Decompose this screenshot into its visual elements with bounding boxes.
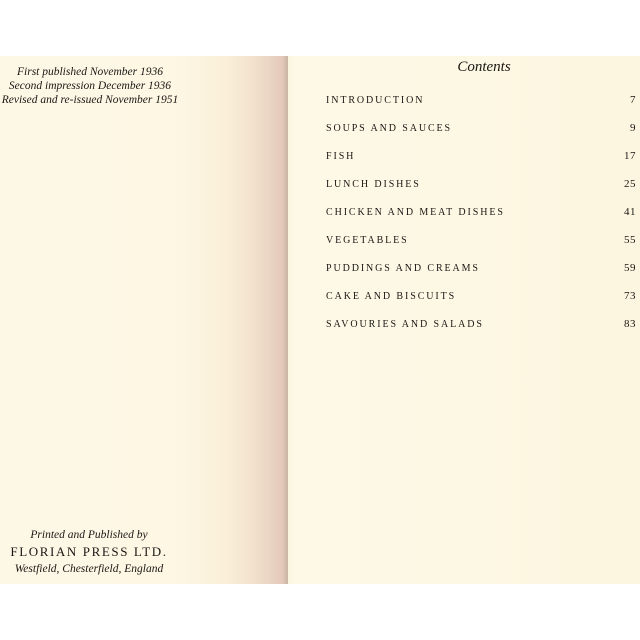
toc-entry [326,178,636,206]
toc-entry-page: 17 [624,150,636,162]
right-page [288,56,640,584]
toc-entry-label: SAVOURIES AND SALADS [326,319,484,330]
toc-entry [326,234,636,262]
toc-entry [326,150,636,178]
toc-entry-label: LUNCH DISHES [326,179,421,190]
toc-entry-page: 59 [624,262,636,274]
publisher-address: Westfield, Chesterfield, England [14,563,164,575]
toc-entry [326,94,636,122]
toc-entry-page: 55 [624,234,636,246]
toc-entry [326,318,636,346]
toc-entry [326,262,636,290]
toc-entry-page: 9 [630,122,636,134]
toc-entry [326,290,636,318]
imprint-history [0,65,180,107]
contents-title: Contents [457,59,511,75]
toc-entry-label: CAKE AND BISCUITS [326,291,457,302]
toc-entry-label: SOUPS AND SAUCES [326,123,452,134]
left-page [0,56,288,584]
table-of-contents [326,94,636,346]
toc-entry-page: 7 [630,94,636,106]
printed-by-line: Printed and Published by [30,529,148,541]
toc-entry-page: 73 [624,290,636,302]
toc-entry-label: INTRODUCTION [326,95,425,106]
toc-entry-label: CHICKEN AND MEAT DISHES [326,207,505,218]
toc-entry [326,122,636,150]
imprint-line: Second impression December 1936 [8,80,172,92]
book-spread [0,56,640,584]
toc-entry [326,206,636,234]
toc-entry-label: FISH [326,151,356,162]
publisher-name: FLORIAN PRESS LTD. [10,544,168,559]
toc-entry-label: VEGETABLES [326,235,409,246]
toc-entry-label: PUDDINGS AND CREAMS [326,263,480,274]
toc-entry-page: 25 [624,178,636,190]
imprint-line: Revised and re-issued November 1951 [1,94,179,106]
imprint-line: First published November 1936 [17,66,163,78]
printer-block [4,528,174,576]
toc-entry-page: 83 [624,318,636,330]
toc-entry-page: 41 [624,206,636,218]
